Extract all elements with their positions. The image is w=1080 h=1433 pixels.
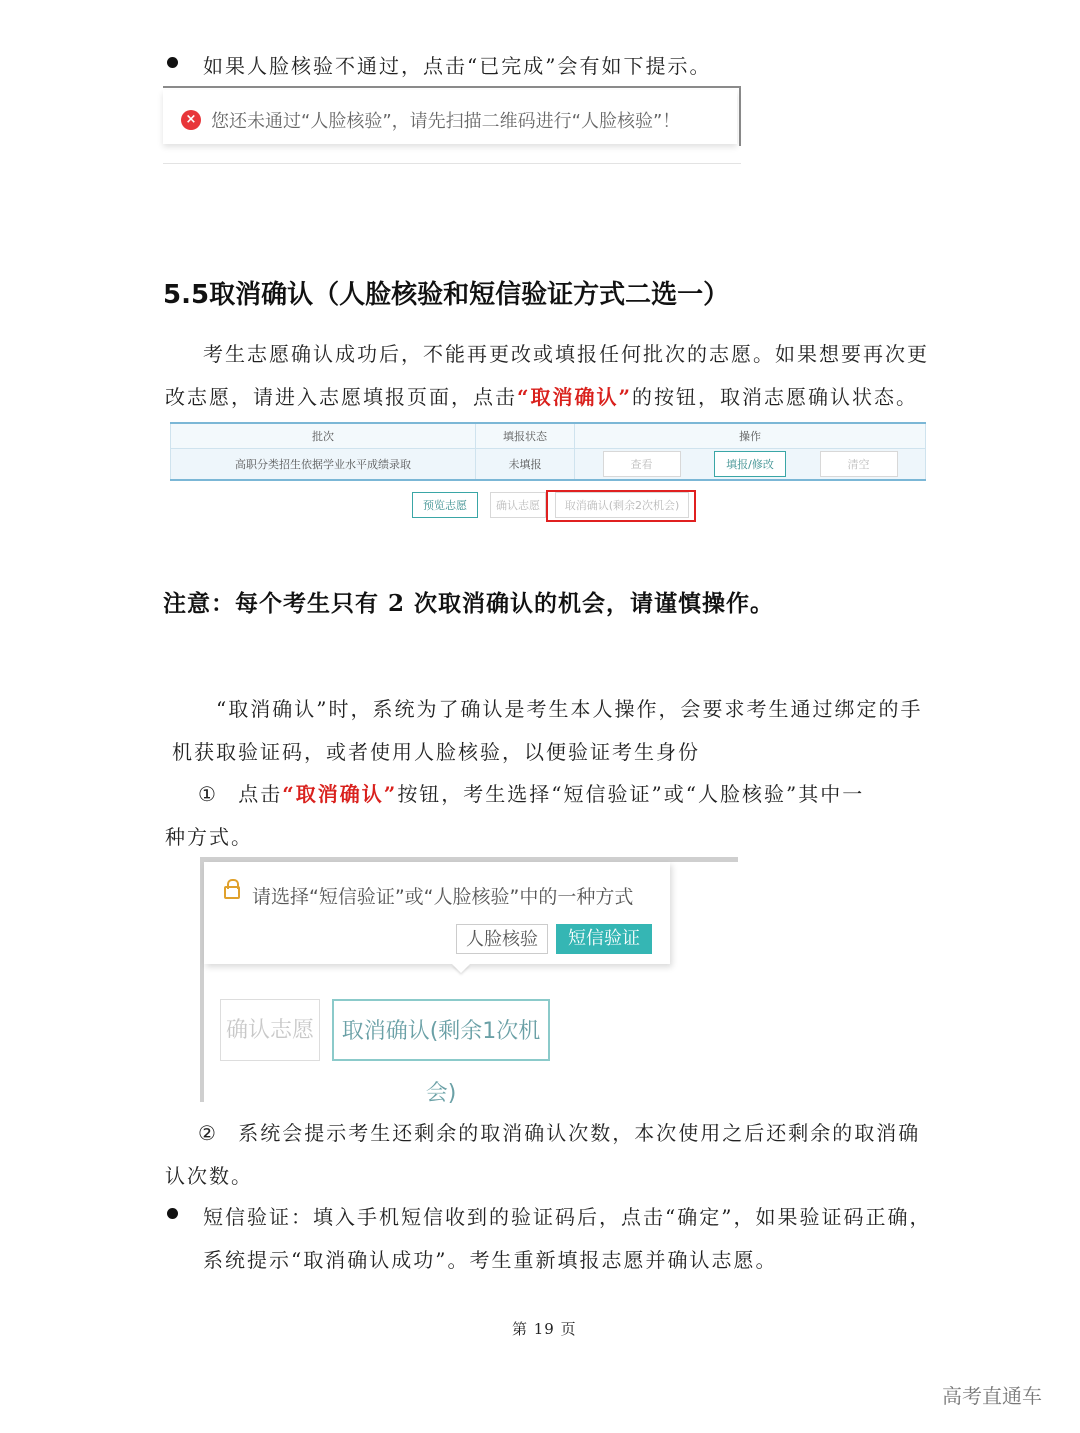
- popup-question: 请选择“短信验证”或“人脸核验”中的一种方式: [252, 886, 634, 908]
- popup-caret: [452, 964, 470, 973]
- step1-line1: [198, 778, 864, 807]
- step2-line1: [198, 1117, 920, 1146]
- confirm-volunteer-button[interactable]: 确认志愿: [490, 492, 546, 518]
- watermark: 高考直通车: [942, 1384, 1042, 1408]
- error-toast-screenshot: [163, 86, 741, 164]
- sms-verify-button[interactable]: 短信验证: [556, 924, 652, 954]
- para1-line1: 考生志愿确认成功后，不能再更改或填报任何批次的志愿。如果想要再次更: [203, 342, 929, 366]
- edit-button[interactable]: 填报/修改: [714, 451, 786, 477]
- cell-actions: [575, 449, 926, 481]
- para2-line2: 机获取验证码，或者使用人脸核验，以便验证考生身份: [172, 740, 700, 764]
- view-button[interactable]: 查看: [603, 451, 681, 477]
- table-row: [171, 449, 926, 481]
- batch-table: [170, 422, 926, 481]
- step1-marker: ①: [198, 782, 218, 806]
- lock-icon: [224, 886, 240, 900]
- error-toast: [163, 90, 737, 144]
- face-verify-button[interactable]: 人脸核验: [456, 924, 548, 954]
- para1-line2-pre: 改志愿，请进入志愿填报页面，点击: [165, 385, 517, 409]
- bullet2-line2: 系统提示“取消确认成功”。考生重新填报志愿并确认志愿。: [203, 1248, 778, 1272]
- header-batch: 批次: [171, 423, 476, 449]
- header-action: 操作: [575, 423, 926, 449]
- page-number: 第 19 页: [512, 1320, 577, 1338]
- highlight-box: [546, 490, 696, 522]
- notice: 注意：每个考生只有 2 次取消确认的机会，请谨慎操作。: [163, 590, 775, 617]
- bullet-dot: [167, 1208, 178, 1219]
- verify-method-popup: [204, 862, 872, 972]
- error-toast-message: 您还未通过“人脸核验”，请先扫描二维码进行“人脸核验”！: [211, 111, 681, 132]
- header-status: 填报状态: [476, 423, 575, 449]
- step1-post: 按钮，考生选择“短信验证”或“人脸核验”其中一: [397, 782, 865, 806]
- para1-highlight: “取消确认”: [517, 385, 633, 409]
- step2-text: 系统会提示考生还剩余的取消确认次数，本次使用之后还剩余的取消确: [238, 1121, 921, 1145]
- bullet2-line1: 短信验证：填入手机短信收到的验证码后，点击“确定”，如果验证码正确，: [203, 1205, 932, 1229]
- cancel-confirm-button[interactable]: 取消确认(剩余2次机会): [555, 492, 689, 518]
- step2-marker: ②: [198, 1121, 218, 1145]
- section-heading: [163, 274, 729, 311]
- cell-status: 未填报: [476, 449, 575, 481]
- step1-highlight: “取消确认”: [282, 782, 398, 806]
- error-circle-icon: ×: [181, 110, 201, 130]
- para1-line2-post: 的按钮，取消志愿确认状态。: [632, 385, 919, 409]
- step2-line2: 认次数。: [165, 1164, 253, 1188]
- confirm-volunteer-button-large[interactable]: 确认志愿: [220, 999, 320, 1061]
- bullet-dot: [167, 57, 178, 68]
- para1-line2: [165, 381, 918, 410]
- bullet1-text: 如果人脸核验不通过，点击“已完成”会有如下提示。: [203, 54, 712, 78]
- cell-batch: 高职分类招生依据学业水平成绩录取: [171, 449, 476, 481]
- clear-button[interactable]: 清空: [820, 451, 898, 477]
- step1-line2: 种方式。: [165, 825, 253, 849]
- section-title: 取消确认（人脸核验和短信验证方式二选一）: [209, 280, 730, 310]
- cancel-confirm-button-large[interactable]: 取消确认(剩余1次机会): [332, 999, 550, 1061]
- preview-button[interactable]: 预览志愿: [412, 492, 478, 518]
- batch-table-screenshot: [170, 422, 926, 522]
- step1-pre: 点击: [238, 782, 283, 806]
- para2-line1: “取消确认”时，系统为了确认是考生本人操作，会要求考生通过绑定的手: [216, 697, 923, 721]
- section-number: 5.5: [163, 280, 210, 310]
- verify-method-screenshot: [200, 857, 740, 1106]
